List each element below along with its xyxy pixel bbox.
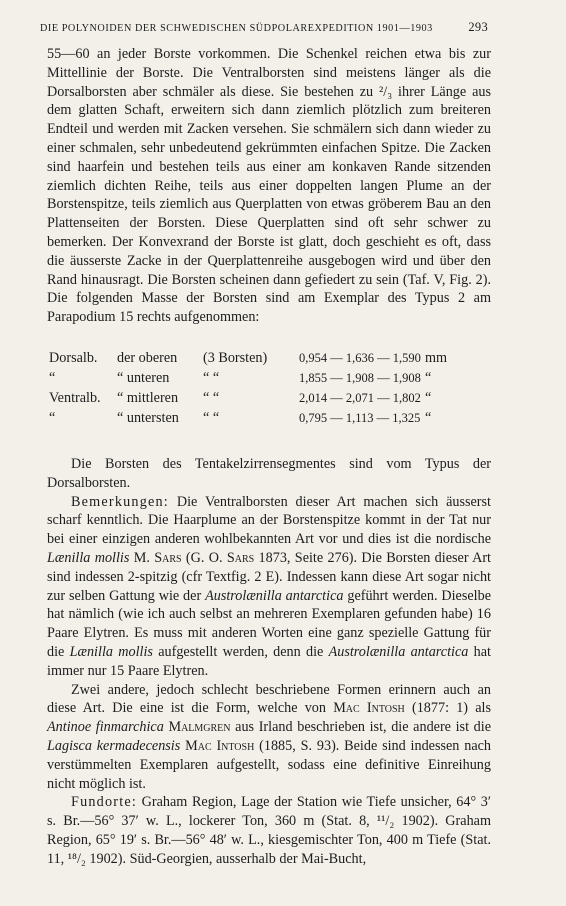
setae-measurement-table [49,349,465,429]
paragraph-tentacle-segment: Die Borsten des Tentakelzirrensegmentes sind vom Typus der Dorsalborsten. [47,455,491,491]
species-name: Lænilla mollis [69,643,153,660]
paragraph-setae-description: 55—60 an jeder Borste vorkommen. Die Schenkel reichen etwa bis zur Mittellinie der Borste. Die Ventralborsten sind meistens länger als die Dorsalborsten aber schmäler als diese. Sie bestehen zu ²/₃ ihrer Länge aus dem glatten Schaft, erweitern sich dann ziemlich plötzlich zum breiteren Endteil und werden mit Zacken versehen. Sie schmälern sich dann wieder zu einer schmalen, sehr unbedeutend gekrümmten einfachen Spitze. Die Zacken sind haarfein und bestehen teils aus einer am konkaven Rande sitzenden ziemlich dichten Reihe, teils aus einer doppelten langen Plume an der Borstenspitze, teils ziemlich aus Querplatten von etwas gröberem Bau an den Plattenseiten der Borsten. Diese Querplatten sind oft sehr schwer zu bemerken. Der Konvexrand der Borste ist glatt, doch geschieht es oft, dass die äusserste Zacke in der Querplattenreihe ausgebogen wird und über den Rand hinausragt. Die Borsten scheinen dann gefiedert zu sein (Taf. V, Fig. 2). Die folgenden Masse der Borsten sind am Exemplar des Typus 2 am Parapodium 15 rechts aufgenommen: [47,46,491,326]
table-cell: “ “ [203,369,220,386]
paragraph-related-forms [47,681,491,794]
remarks-label: Bemerkungen: [71,493,169,510]
table-cell: “ [425,409,432,426]
author-name: Malmgren [168,719,231,736]
table-row [49,369,465,389]
table-cell: 0,954 — 1,636 — 1,590 [299,350,421,365]
text-run: aus Irland beschrieben ist, die andere ist die [230,719,491,736]
author-name: Sars [226,549,255,566]
running-title: DIE POLYNOIDEN DER SCHWEDISCHEN SÜDPOLAREXPEDITION 1901—1903 [40,23,433,34]
author-name: Mac Intosh [185,737,255,754]
species-name: Austrolænilla antarctica [205,587,344,604]
paragraph-remarks [47,493,491,681]
table-cell: Dorsalb. [49,349,98,366]
author-name: Mac Intosh [333,700,405,717]
table-cell: “ [425,389,432,406]
paragraph-localities [47,793,491,868]
text-run: (1877: 1) als [404,700,491,717]
table-cell: “ [49,409,56,426]
species-name: Austrolænilla antarctica [328,643,469,660]
species-name: Lænilla mollis [47,549,130,566]
table-row [49,349,465,369]
text-run: 1873, Seite 276). Die Borsten dieser Art sind indessen 2-spitzig (cfr Textfig. 2 E). Indessen kann diese Art sogar nicht zur selben Gattung wie der [47,549,491,604]
table-cell: “ [425,369,432,386]
table-cell: “ untersten [117,409,179,426]
localities-label: Fundorte: [71,794,137,811]
species-name: Lagisca kermadecensis [47,737,181,754]
table-cell: 0,795 — 1,113 — 1,325 [299,410,421,425]
text-run: M. [129,549,155,566]
table-row [49,389,465,409]
page-number: 293 [468,20,488,34]
text-run: (1885, S. 93). Beide sind indessen nach verstümmelten Exemplaren aufgestellt, sodass eine definitive Einreihung nicht möglich ist. [47,737,492,792]
text-body [47,45,491,868]
table-cell: der oberen [117,349,178,366]
table-cell: 1,855 — 1,908 — 1,908 [299,370,421,385]
table-cell: “ mittleren [117,389,179,406]
table-row [49,409,465,429]
table-cell: “ “ [203,409,220,426]
table-cell: 2,014 — 2,071 — 1,802 [299,390,421,405]
text-run: (G. O. [181,549,227,566]
table-cell: Ventralb. [49,389,101,406]
species-name: Antinoe finmarchica [47,719,164,736]
table-cell: “ [49,369,56,386]
running-header [40,20,488,35]
table-cell: “ “ [203,389,220,406]
text-run: aufgestellt werden, denn die [152,643,329,660]
author-name: Sars [154,549,182,566]
text-run: Zwei andere, jedoch schlecht beschriebene Formen erinnern auch an diese Art. Die eine ist die Form, welche von [47,681,491,717]
table-cell: “ unteren [117,369,170,386]
text-run: Die Ventralborsten dieser Art machen sich äusserst scharf kenntlich. Die Haarplume an der Borstenspitze kommt in der Tat nur bei einer einzigen anderen wohlbekannten Art vor und dies ist die nordische [47,493,491,548]
table-cell: mm [425,349,448,366]
text-run: geführt werden. Dieselbe hat nämlich (wie ich auch selbst an mehreren Exemplaren gefunden habe) 16 Paare Elytren. Es muss mit anderen Worten eine ganz spezielle Gattung für die [47,587,492,660]
table-cell: (3 Borsten) [203,349,268,366]
text-run: hat immer nur 15 Paare Elytren. [47,643,491,679]
text-run: Graham Region, Lage der Station wie Tiefe unsicher, 64° 3′ s. Br.—56° 37′ w. L., lockerer Ton, 360 m (Stat. 8, ¹¹/₂ 1902). Graham Region, 65° 19′ s. Br.—56° 48′ w. L., kiesgemischter Ton, 400 m Tiefe (Stat. 11, ¹⁸/₂ 1902). Süd-Georgien, ausserhalb der Mai-Bucht, [47,794,491,867]
